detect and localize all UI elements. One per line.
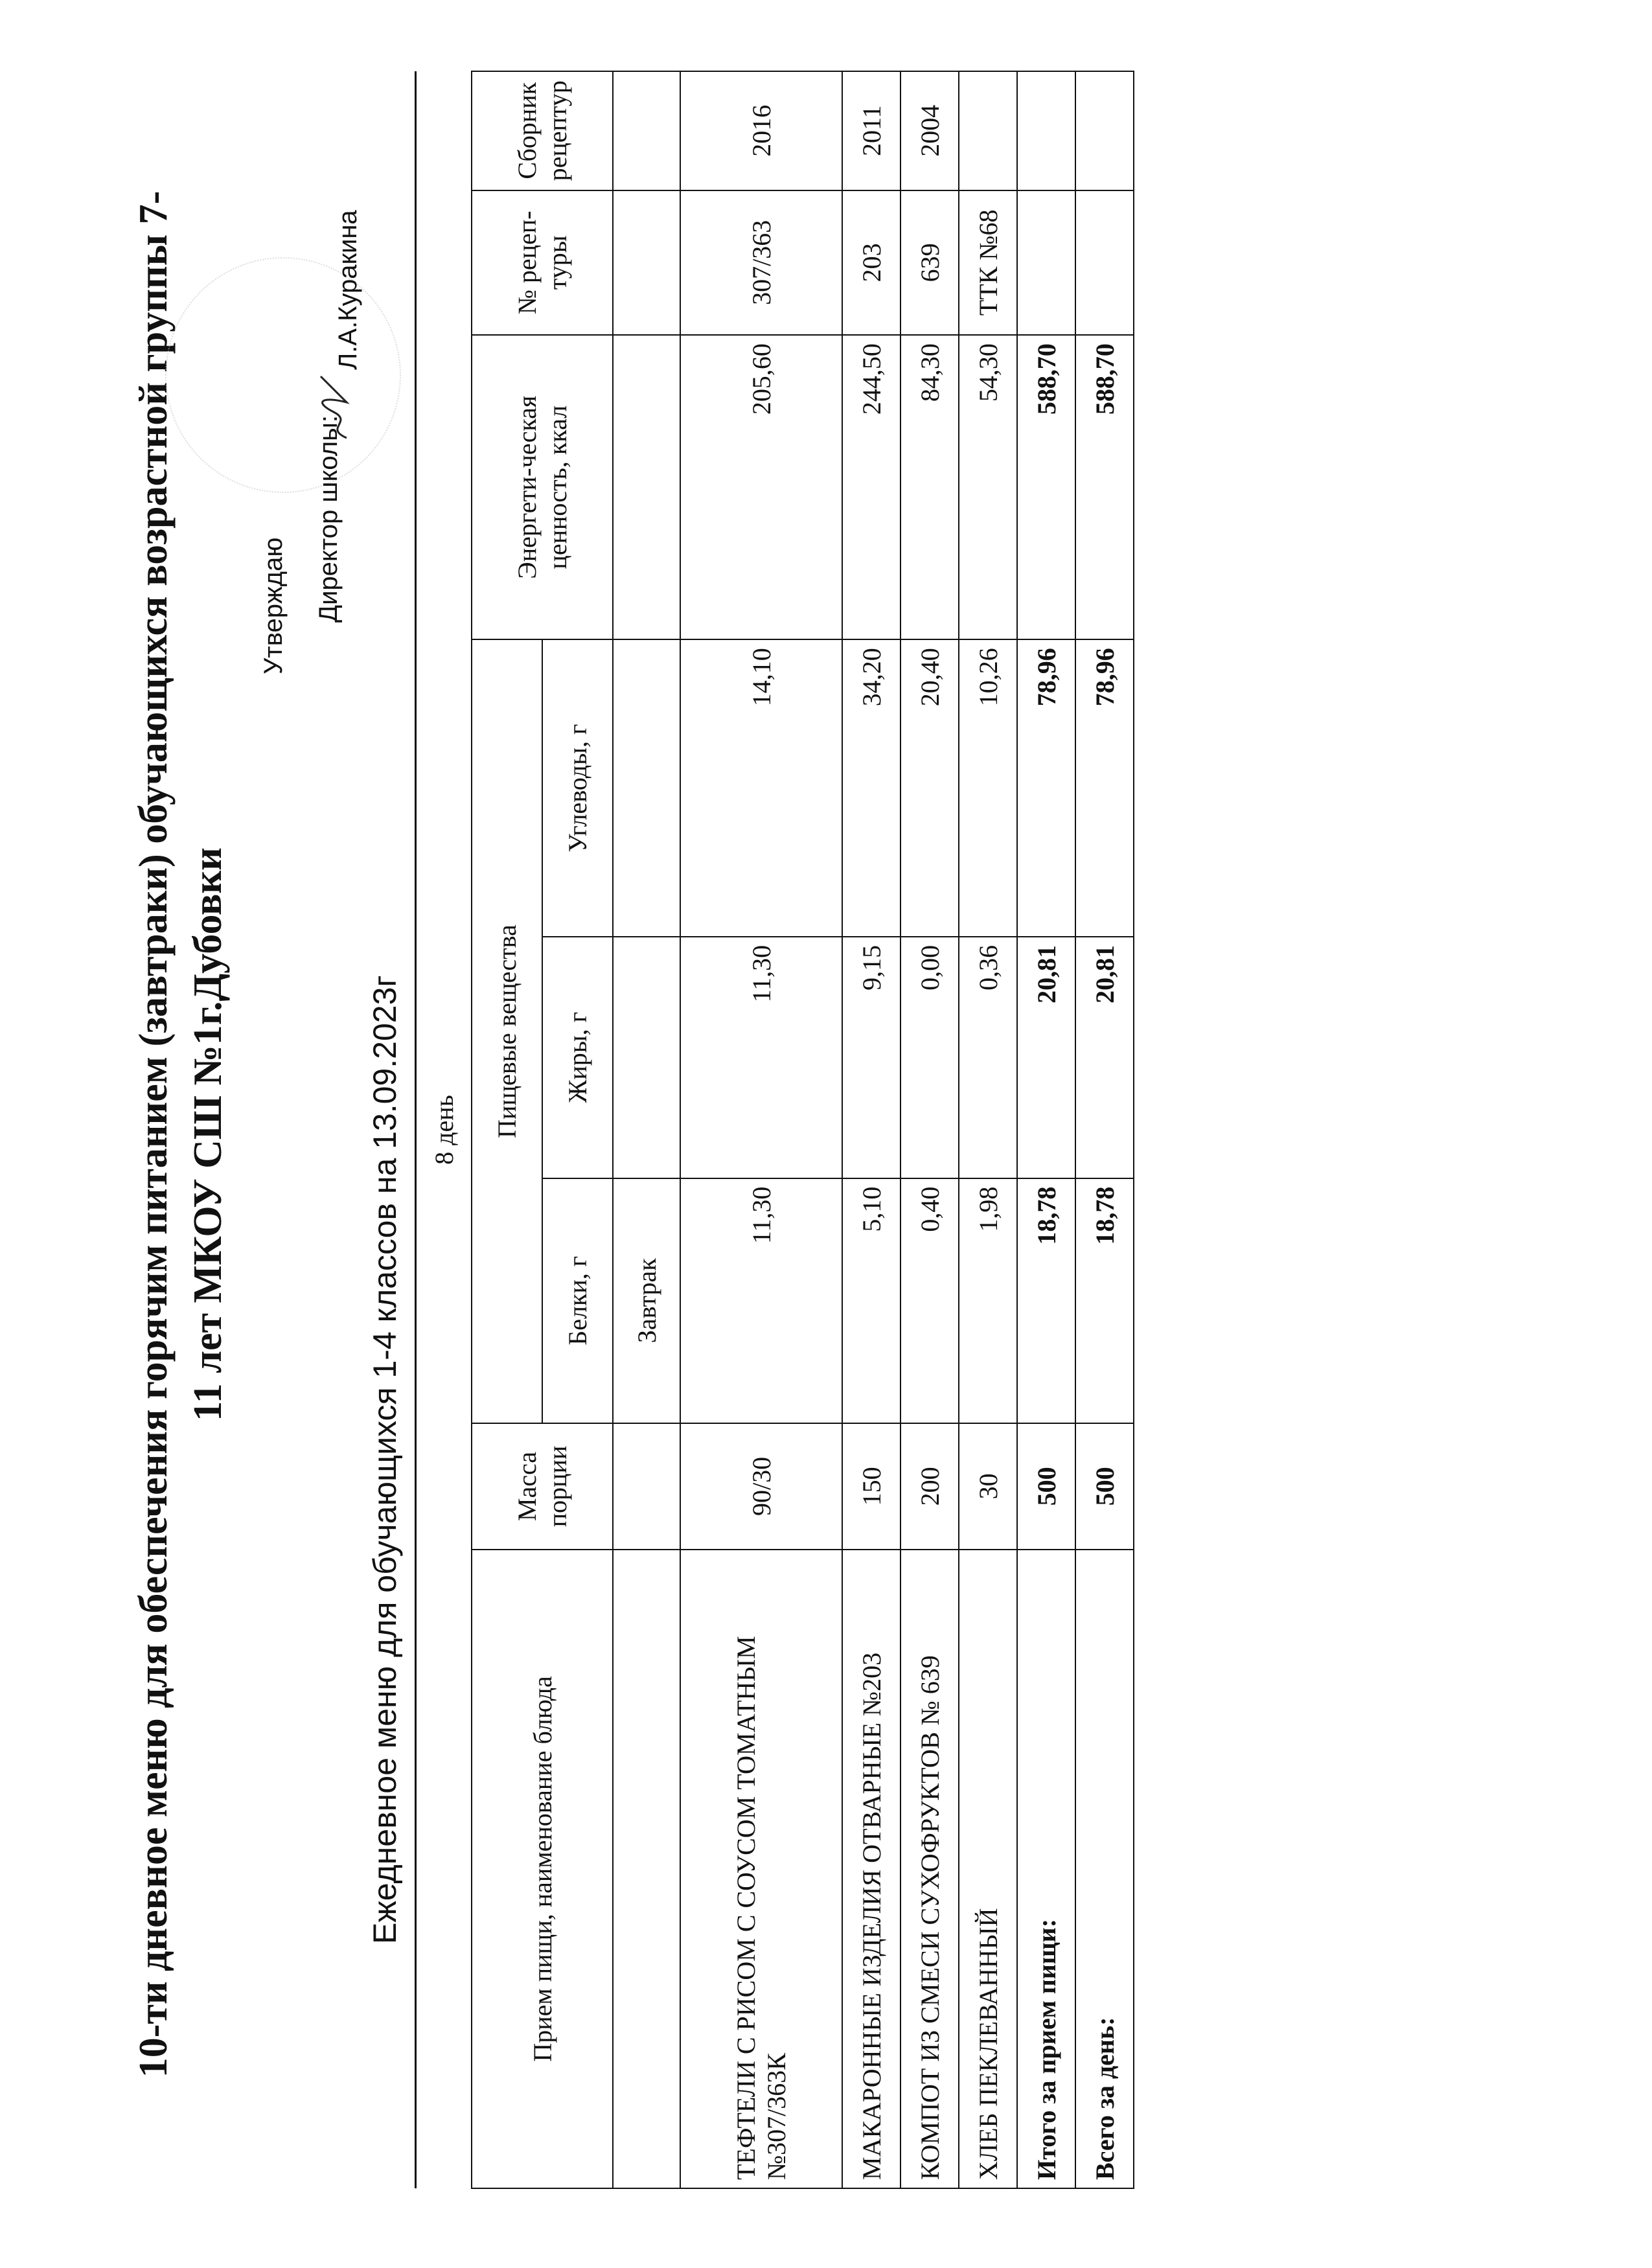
dish-protein: 11,30 [680, 1178, 842, 1423]
total-protein: 18,78 [1075, 1178, 1134, 1423]
dish-energy: 84,30 [901, 335, 959, 639]
table-row [959, 71, 1017, 2188]
total-row [1075, 71, 1134, 2188]
signature [317, 370, 356, 441]
subtotal-protein: 18,78 [1017, 1178, 1075, 1423]
header-row-1 [472, 71, 542, 2188]
table-row [901, 71, 959, 2188]
subtotal-carbs: 78,96 [1017, 639, 1075, 937]
dish-carbs: 10,26 [959, 639, 1017, 937]
dish-mass: 30 [959, 1423, 1017, 1550]
dish-carbs: 14,10 [680, 639, 842, 937]
dish-mass: 200 [901, 1423, 959, 1550]
dish-fat: 9,15 [842, 937, 901, 1178]
subtotal-mass: 500 [1017, 1423, 1075, 1550]
header-fat: Жиры, г [542, 937, 613, 1178]
total-carbs: 78,96 [1075, 639, 1134, 937]
approval-label: Утверждаю [259, 537, 288, 674]
dish-collection: 2011 [842, 71, 901, 190]
dish-mass: 90/30 [680, 1423, 842, 1550]
header-collection: Сборник рецептур [472, 71, 613, 190]
header-nutrients: Пищевые вещества [472, 639, 542, 1423]
dish-recipe: ТТК №68 [959, 190, 1017, 336]
director-label: Директор школы: [314, 415, 343, 623]
dish-protein: 5,10 [842, 1178, 901, 1423]
dish-name: ХЛЕБ ПЕКЛЕВАННЫЙ [959, 1550, 1017, 2188]
table-row [680, 71, 842, 2188]
dish-collection [959, 71, 1017, 190]
subtotal-row [1017, 71, 1075, 2188]
dish-name: МАКАРОННЫЕ ИЗДЕЛИЯ ОТВАРНЫЕ №203 [842, 1550, 901, 2188]
dish-protein: 0,40 [901, 1178, 959, 1423]
dish-recipe: 639 [901, 190, 959, 336]
dish-collection: 2016 [680, 71, 842, 190]
dish-carbs: 20,40 [901, 639, 959, 937]
total-fat: 20,81 [1075, 937, 1134, 1178]
dish-energy: 54,30 [959, 335, 1017, 639]
header-mass: Масса порции [472, 1423, 613, 1550]
meal-name: Завтрак [613, 1178, 680, 1423]
dish-protein: 1,98 [959, 1178, 1017, 1423]
menu-subtitle: Ежедневное меню для обучающихся 1-4 классов на 13.09.2023г [367, 975, 403, 1944]
dish-fat: 11,30 [680, 937, 842, 1178]
header-recipe-no: № рецеп-туры [472, 190, 613, 336]
dish-recipe: 307/363 [680, 190, 842, 336]
total-label: Всего за день: [1075, 1550, 1134, 2188]
header-energy: Энергети-ческая ценность, ккал [472, 335, 613, 639]
total-mass: 500 [1075, 1423, 1134, 1550]
menu-table [415, 71, 1134, 2189]
subtotal-fat: 20,81 [1017, 937, 1075, 1178]
table-row [842, 71, 901, 2188]
dish-carbs: 34,20 [842, 639, 901, 937]
header-carbs: Углеводы, г [542, 639, 613, 937]
total-energy: 588,70 [1075, 335, 1134, 639]
dish-energy: 205,60 [680, 335, 842, 639]
dish-recipe: 203 [842, 190, 901, 336]
dish-mass: 150 [842, 1423, 901, 1550]
header-meal: Прием пищи, наименование блюда [472, 1550, 613, 2188]
dish-fat: 0,36 [959, 937, 1017, 1178]
header-protein: Белки, г [542, 1178, 613, 1423]
title-line-1: 10-ти дневное меню для обеспечения горячим питанием (завтраки) обучающихся возрастной группы 7- [132, 190, 176, 2078]
dish-energy: 244,50 [842, 335, 901, 639]
dish-name: КОМПОТ ИЗ СМЕСИ СУХОФРУКТОВ № 639 [901, 1550, 959, 2188]
director-name: Л.А.Куракина [334, 210, 362, 370]
title-line-2: 11 лет МКОУ СШ №1г.Дубовки [186, 847, 230, 1421]
day-label: 8 день [416, 71, 472, 2188]
meal-row [613, 71, 680, 2188]
day-row [416, 71, 472, 2188]
subtotal-energy: 588,70 [1017, 335, 1075, 639]
dish-collection: 2004 [901, 71, 959, 190]
dish-name: ТЕФТЕЛИ С РИСОМ С СОУСОМ ТОМАТНЫМ №307/363К [680, 1550, 842, 2188]
subtotal-label: Итого за прием пищи: [1017, 1550, 1075, 2188]
dish-fat: 0,00 [901, 937, 959, 1178]
